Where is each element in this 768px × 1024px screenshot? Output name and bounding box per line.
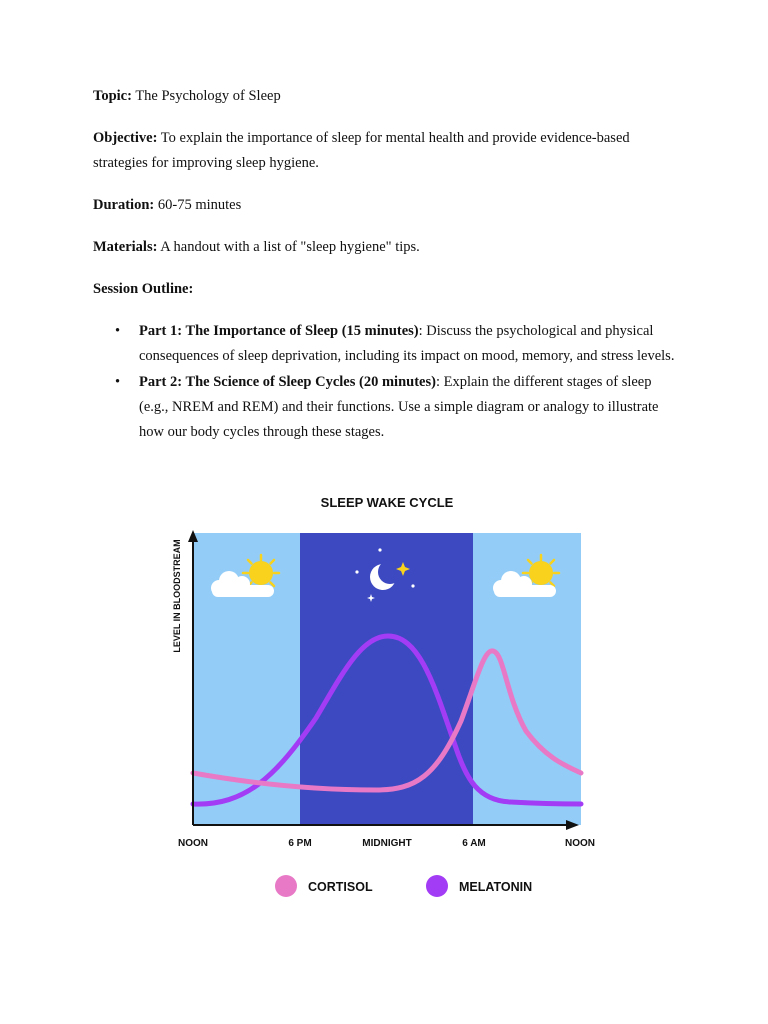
duration-line	[93, 193, 683, 218]
outline-item-text: : Explain the different stages of sleep (e.g., NREM and REM) and their functions. Use a simple diagram or analogy to illustrate how our body cycles through these stages.	[139, 374, 659, 440]
x-tick-label: NOON	[178, 838, 208, 849]
y-axis-label: LEVEL IN BLOODSTREAM	[172, 539, 182, 653]
legend-label-melatonin: MELATONIN	[459, 880, 533, 894]
outline-heading-text: Session Outline:	[93, 281, 194, 297]
x-tick-label: 6 AM	[462, 838, 486, 849]
outline-item-text: : Discuss the psychological and physical consequences of sleep deprivation, including its impact on mood, memory, and stress levels.	[139, 323, 675, 364]
objective-value: To explain the importance of sleep for mental health and provide evidence-based strategies for improving sleep hygiene.	[93, 130, 630, 171]
list-item	[93, 319, 683, 369]
sleep-wake-cycle-diagram	[166, 486, 602, 900]
legend	[275, 875, 532, 897]
materials-line	[93, 235, 683, 260]
legend-swatch-cortisol	[275, 875, 297, 897]
legend-label-cortisol: CORTISOL	[308, 880, 373, 894]
document-body	[93, 84, 683, 446]
outline-heading	[93, 277, 683, 302]
topic-label: Topic:	[93, 88, 132, 104]
topic-line	[93, 84, 683, 109]
x-tick-label: NOON	[565, 838, 595, 849]
duration-label: Duration:	[93, 197, 155, 213]
outline-item-title: Part 2: The Science of Sleep Cycles (20 minutes)	[139, 374, 436, 390]
bullet-icon: •	[115, 323, 121, 339]
outline-item-title: Part 1: The Importance of Sleep (15 minutes)	[139, 323, 419, 339]
topic-value: The Psychology of Sleep	[135, 88, 281, 104]
session-outline-list	[93, 319, 683, 445]
list-item	[93, 370, 683, 445]
duration-value: 60-75 minutes	[157, 197, 242, 213]
bullet-icon: •	[115, 374, 121, 390]
x-tick-label: 6 PM	[288, 838, 312, 849]
materials-value: A handout with a list of "sleep hygiene" tips.	[160, 239, 420, 255]
figure-title: SLEEP WAKE CYCLE	[320, 495, 454, 510]
objective-line	[93, 126, 683, 176]
objective-label: Objective:	[93, 130, 158, 146]
sleep-wake-cycle-figure	[166, 486, 602, 900]
legend-swatch-melatonin	[426, 875, 448, 897]
x-tick-label: MIDNIGHT	[362, 838, 412, 849]
materials-label: Materials:	[93, 239, 158, 255]
